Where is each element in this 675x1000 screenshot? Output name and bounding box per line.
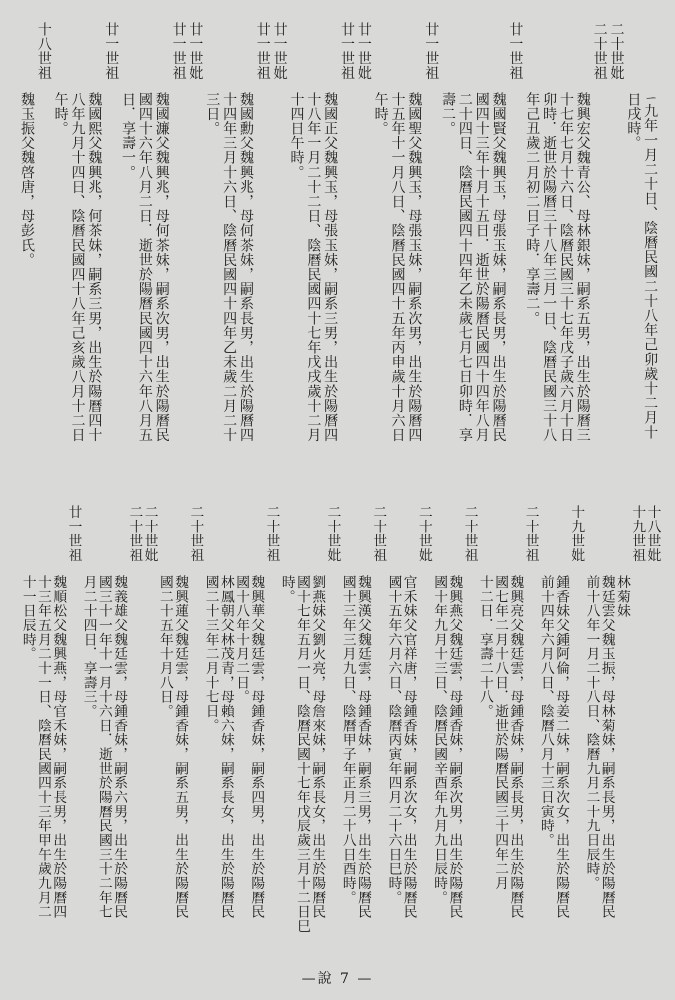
text-column: 魏興燕父魏廷雲，母鍾香妹，嗣系次男，出生於陽曆民 <box>446 575 463 919</box>
text-column: 八年九月十四日、陰曆民國四十八年己亥歲八月十二日 <box>69 92 86 443</box>
text-column: 官禾妹父官祥唐，母鍾香妹，嗣系次女，出生於陽曆民 <box>400 575 417 919</box>
text-column: ㄧ九年一月二十日、陰曆民國二十八年己卯歲十二月十 <box>642 92 659 440</box>
text-column: 前十八年一月二十八日、陰曆九月二十九日辰時。 <box>583 575 600 891</box>
text-column: 魏國聖父魏興玉，母張玉妹，嗣系次男，出生於陽曆四 <box>406 92 423 443</box>
text-column: 國十三年三月九日、陰曆甲子年正月二十八日酉時。 <box>339 575 356 905</box>
generation-label: 十八世祖 <box>35 22 52 81</box>
text-column: 年己丑歲二月初二日子時．享壽二。 <box>524 92 541 326</box>
text-column: 魏順松父魏興燕，母官禾妹，嗣系長男，出生於陽曆四 <box>50 575 67 919</box>
text-column: 十四日午時。 <box>288 92 305 180</box>
generation-label: 廿一世祖 <box>170 22 187 81</box>
text-column: 國二十三年二月十七日。 <box>202 575 219 733</box>
text-column: 國十五年六月六日、陰曆丙寅年四月二十六日巳時。 <box>385 575 402 905</box>
generation-label: 二十世妣 <box>324 505 341 563</box>
generation-label: 廿一世妣 <box>355 22 372 81</box>
text-column: 林菊妹 <box>614 575 631 618</box>
text-column: 十七年七月十六日、陰曆民國三十七年戊子歲六月十日 <box>557 92 574 443</box>
text-column: 午時。 <box>52 92 69 136</box>
text-column: 魏國勳父魏興兆，母何茶妹，嗣系長男，出生於陽曆四 <box>237 92 254 443</box>
text-column: 十五年十一月八日、陰曆民國四十五年丙申歲十月六日 <box>389 92 406 443</box>
text-column: 三日。 <box>204 92 221 136</box>
generation-label: 二十世祖 <box>263 505 280 563</box>
generation-label: 廿一世祖 <box>254 22 271 81</box>
text-column: 國十七年五月一日、陰曆民國十七年戊辰歲三月十二日巳 <box>294 575 311 934</box>
text-column: 魏玉振父魏啓唐，母彭氏。 <box>19 92 35 268</box>
text-column: 國三十一年十一月十六日．逝世於陽曆民國三十二年七 <box>95 575 112 919</box>
text-column: 魏國賢父魏興玉，母張玉妹，嗣系長男，出生於陽曆民 <box>490 92 507 443</box>
generation-label: 二十世祖 <box>591 22 608 81</box>
text-column: 二十四日、陰曆民國四十四年乙未歲七月七日卯時．享 <box>456 92 473 443</box>
generation-label: 廿一世祖 <box>507 22 524 81</box>
text-column: 林鳳朝父林茂青，母賴六妹，嗣系長女，出生於陽曆民 <box>217 575 234 919</box>
text-column: 日．享壽一。 <box>120 92 137 180</box>
text-column: 十四年三月十六日、陰曆民國四十四年乙未歲二月二十 <box>221 92 238 443</box>
text-column: 國十年九月十三日、陰曆民國辛酉年九月九日辰時。 <box>431 575 448 905</box>
generation-label: 二十世祖 <box>187 505 204 563</box>
generation-label: 二十世妣 <box>141 505 158 563</box>
text-column: 卯時．逝世於陽曆三十八年三月一日、陰曆民國三十八 <box>541 92 558 443</box>
generation-label: 廿一世妣 <box>271 22 288 81</box>
text-column: 魏國熙父魏興兆，何茶妹，嗣系三男，出生於陽曆四十 <box>86 92 103 443</box>
text-column: 國二十五年十月八日。 <box>156 575 173 719</box>
text-column: 時。 <box>278 575 295 604</box>
text-column: 魏興漢父魏廷雲，母鍾香妹，嗣系三男，出生於陽曆民 <box>354 575 371 919</box>
text-column: 魏興亮父魏廷雲，母鍾香妹，嗣系長男，出生於陽曆民 <box>507 575 524 919</box>
generation-label: 廿一世祖 <box>65 505 82 563</box>
text-column: 魏國正父魏興玉，母張玉妹，嗣系三男，出生於陽曆四 <box>322 92 339 443</box>
text-column: 魏國濂父魏興兆，母何茶妹，嗣系次男，出生於陽曆民 <box>153 92 170 443</box>
text-column: 劉燕妹父劉火亮，母詹來妹，嗣系長女，出生於陽曆民 <box>309 575 326 919</box>
generation-label: 廿一世祖 <box>103 22 120 81</box>
text-column: 鍾香妹父鍾阿倫，母姜二妹，嗣系次女，出生於陽曆民 <box>553 575 570 919</box>
text-column: 壽二。 <box>440 92 457 136</box>
text-column: 十八年一月二十二日、陰曆民國四十七年戊戌歲十二月 <box>305 92 322 443</box>
text-column: 前十四年六月八日、陰曆八月十三日寅時。 <box>537 575 554 848</box>
text-column: 國四十三年十月十五日．逝世於陽曆民國四十四年八月 <box>473 92 490 443</box>
text-column: 日戌時。 <box>625 92 642 151</box>
text-column: 十二日．享壽二十八。 <box>476 575 493 719</box>
text-column: 國十八年十月二日。 <box>233 575 250 704</box>
generation-label: 二十世祖 <box>370 505 387 563</box>
text-column: 魏興蓮父魏廷雲，母鍾香妹，嗣系五男，出生於陽曆民 <box>172 575 189 919</box>
generation-label: 二十世妣 <box>608 22 625 81</box>
text-column: 國四十六年八月二日．逝世於陽曆民國四十六年八月五 <box>136 92 153 443</box>
text-column: 月二十四日．享壽三。 <box>80 575 97 719</box>
generation-label: 二十世祖 <box>461 505 478 563</box>
generation-label: 廿一世妣 <box>187 22 204 81</box>
text-column: 國七年二月十八日．逝世於陽曆民國三十四年二月 <box>492 575 509 891</box>
generation-label: 十九世祖 <box>629 505 646 563</box>
text-column: 午時。 <box>372 92 389 136</box>
text-column: 十三年五月二十一日、陰曆民國四十三年甲午歲九月二 <box>34 575 51 919</box>
text-column: 魏興宏父魏青公、母林銀妹，嗣系五男，出生於陽曆三 <box>574 92 591 443</box>
text-column: 魏興華父魏廷雲，母鍾香妹，嗣系四男，出生於陽曆民 <box>248 575 265 919</box>
generation-label: 十九世妣 <box>568 505 585 563</box>
text-column: 魏義雄父魏廷雲，母鍾香妹，嗣系六男，出生於陽曆民 <box>111 575 128 919</box>
text-column: 魏廷雲父魏玉振，母林菊妹，嗣系長男，出生於陽曆民 <box>598 575 615 919</box>
generation-label: 十八世妣 <box>644 505 661 563</box>
page-footer: —說 7 — <box>301 971 374 987</box>
text-column: 十一日辰時。 <box>19 575 36 661</box>
generation-label: 廿一世祖 <box>339 22 355 81</box>
generation-label: 廿一世祖 <box>423 22 440 81</box>
generation-label: 二十世祖 <box>126 505 143 563</box>
generation-label: 二十世祖 <box>522 505 539 563</box>
generation-label: 二十世妣 <box>415 505 432 563</box>
